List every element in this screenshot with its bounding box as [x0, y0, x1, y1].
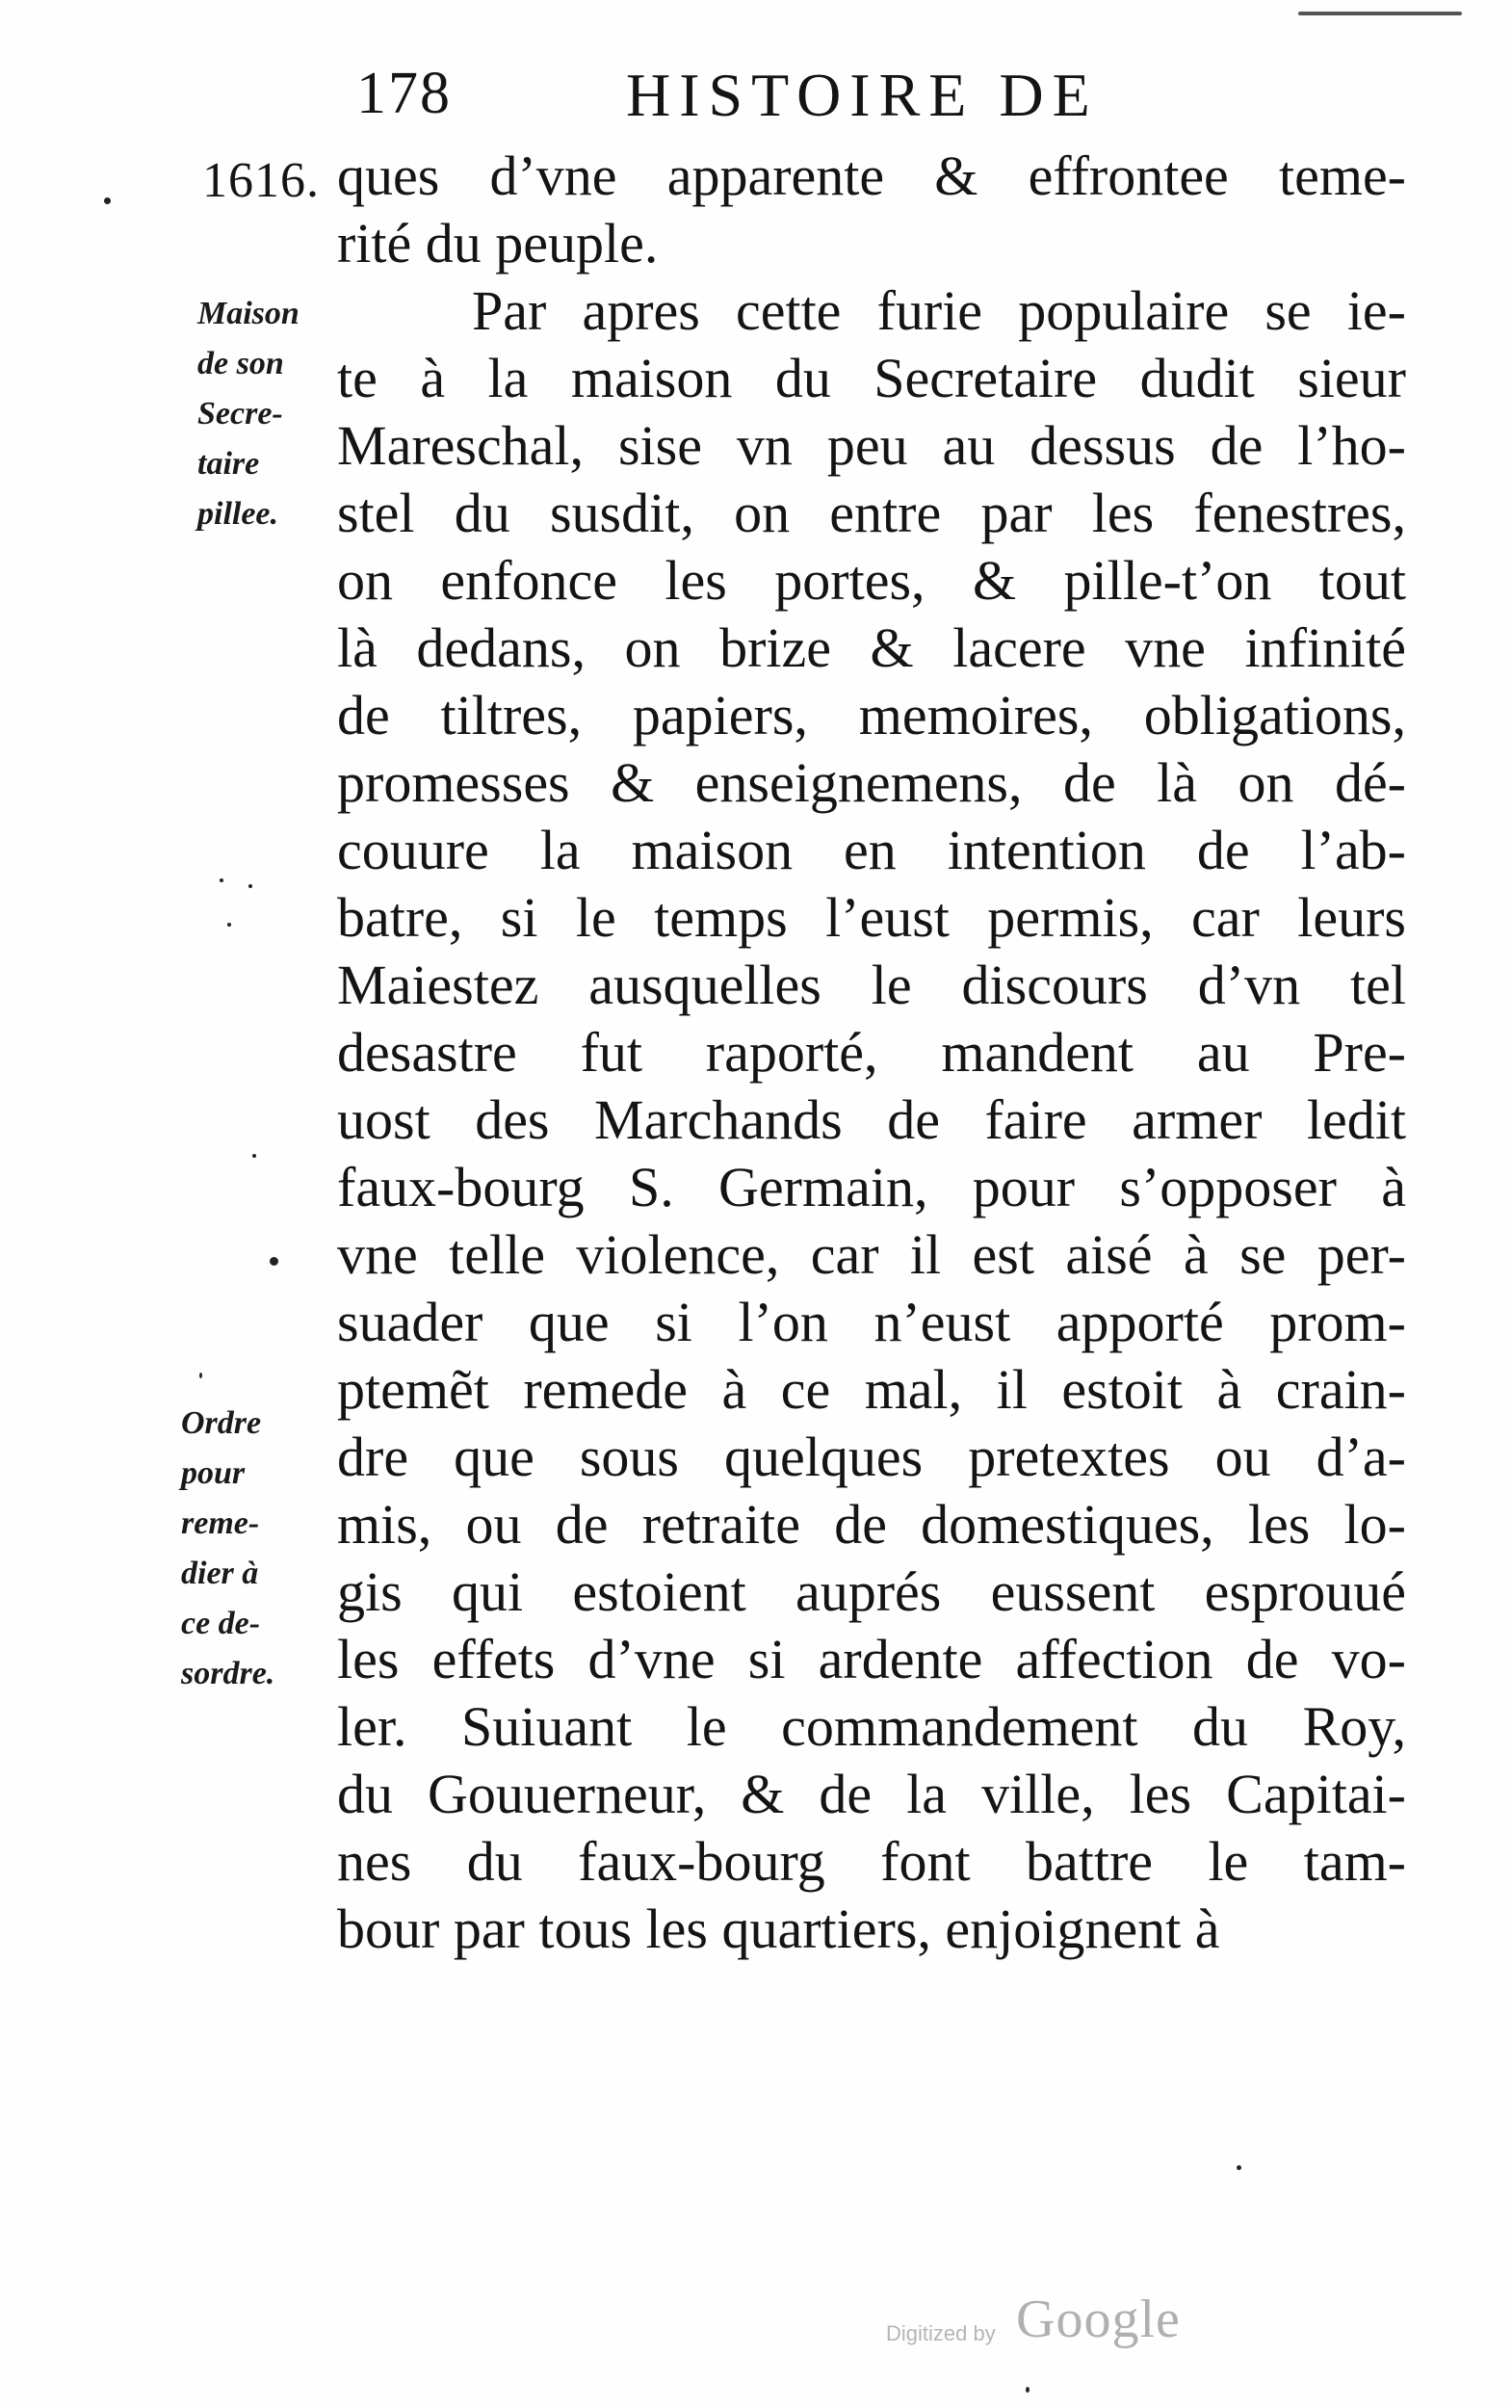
body-line: te à la maison du Secretaire dudit sieur — [337, 347, 1406, 409]
digitization-watermark — [886, 2283, 1194, 2350]
body-line: là dedans, on brize & lacere vne infinité — [337, 616, 1406, 679]
body-line: on enfonce les portes, & pille-t’on tout — [337, 549, 1406, 612]
body-line: les effets d’vne si ardente affection de vo- — [337, 1628, 1406, 1690]
page-header — [347, 60, 1213, 146]
body-line: promesses & enseignemens, de là on dé- — [337, 751, 1406, 814]
body-line: Mareschal, sise vn peu au dessus de l’ho- — [337, 414, 1406, 477]
body-line: rité du peuple. — [337, 212, 659, 275]
body-line: Maiestez ausquelles le discours d’vn tel — [337, 954, 1406, 1016]
body-line: uost des Marchands de faire armer ledit — [337, 1088, 1406, 1151]
body-line: nes du faux-bourg font battre le tam- — [337, 1830, 1406, 1893]
scan-speck — [1026, 2387, 1030, 2393]
margin-note-line: sordre. — [181, 1656, 275, 1691]
body-line: vne telle violence, car il est aisé à se per- — [337, 1223, 1406, 1286]
watermark-prefix: Digitized by — [886, 2321, 996, 2345]
scan-speck — [199, 1373, 202, 1378]
margin-note-line: reme- — [181, 1505, 260, 1541]
scan-speck — [104, 197, 111, 204]
scan-speck — [1298, 12, 1462, 15]
scan-speck — [270, 1257, 278, 1266]
body-line: faux-bourg S. Germain, pour s’opposer à — [337, 1156, 1406, 1218]
scan-speck — [248, 884, 252, 888]
body-line: ler. Suiuant le commandement du Roy, — [337, 1695, 1406, 1758]
margin-note-line: Ordre — [181, 1405, 262, 1441]
body-line: dre que sous quelques pretextes ou d’a- — [337, 1426, 1406, 1488]
margin-note-line: Maison — [197, 296, 300, 331]
body-line: desastre fut raporté, mandent au Pre- — [337, 1021, 1406, 1084]
body-line: mis, ou de retraite de domestiques, les lo- — [337, 1493, 1406, 1556]
scan-speck — [1237, 2165, 1241, 2170]
margin-note-line: dier à — [181, 1556, 259, 1591]
body-line: suader que si l’on n’eust apporté prom- — [337, 1291, 1406, 1353]
scan-speck — [252, 1154, 256, 1158]
margin-note-secretary-house — [197, 289, 342, 539]
body-line: gis qui estoient auprés eussent esprouué — [337, 1560, 1406, 1623]
body-line: stel du susdit, on entre par les fenestres, — [337, 482, 1406, 544]
page-number: 178 — [356, 61, 452, 126]
margin-note-order-remedy — [181, 1399, 326, 1699]
year-marginal: 1616. — [202, 153, 320, 208]
body-text — [337, 143, 1406, 1963]
margin-note-line: Secre- — [197, 396, 283, 432]
google-logo: Google — [1016, 2290, 1181, 2349]
scan-speck — [227, 923, 231, 927]
margin-note-line: pillee. — [197, 496, 279, 532]
margin-note-line: pour — [181, 1455, 246, 1491]
body-line: batre, si le temps l’eust permis, car leurs — [337, 886, 1406, 949]
running-title: HISTOIRE DE — [626, 61, 1099, 129]
body-line: Par apres cette furie populaire se ie- — [472, 279, 1406, 342]
margin-note-line: ce de- — [181, 1606, 261, 1641]
body-line: bour par tous les quartiers, enjoignent à — [337, 1898, 1220, 1960]
margin-note-line: de son — [197, 346, 284, 381]
margin-note-line: taire — [197, 446, 260, 482]
body-line: de tiltres, papiers, memoires, obligations, — [337, 684, 1406, 746]
body-line: ptemẽt remede à ce mal, il estoit à crain- — [337, 1358, 1406, 1421]
body-line: du Gouuerneur, & de la ville, les Capitai- — [337, 1763, 1406, 1825]
scan-speck — [220, 878, 223, 882]
body-line: ques d’vne apparente & effrontee teme- — [337, 144, 1406, 207]
body-line: couure la maison en intention de l’ab- — [337, 819, 1406, 881]
